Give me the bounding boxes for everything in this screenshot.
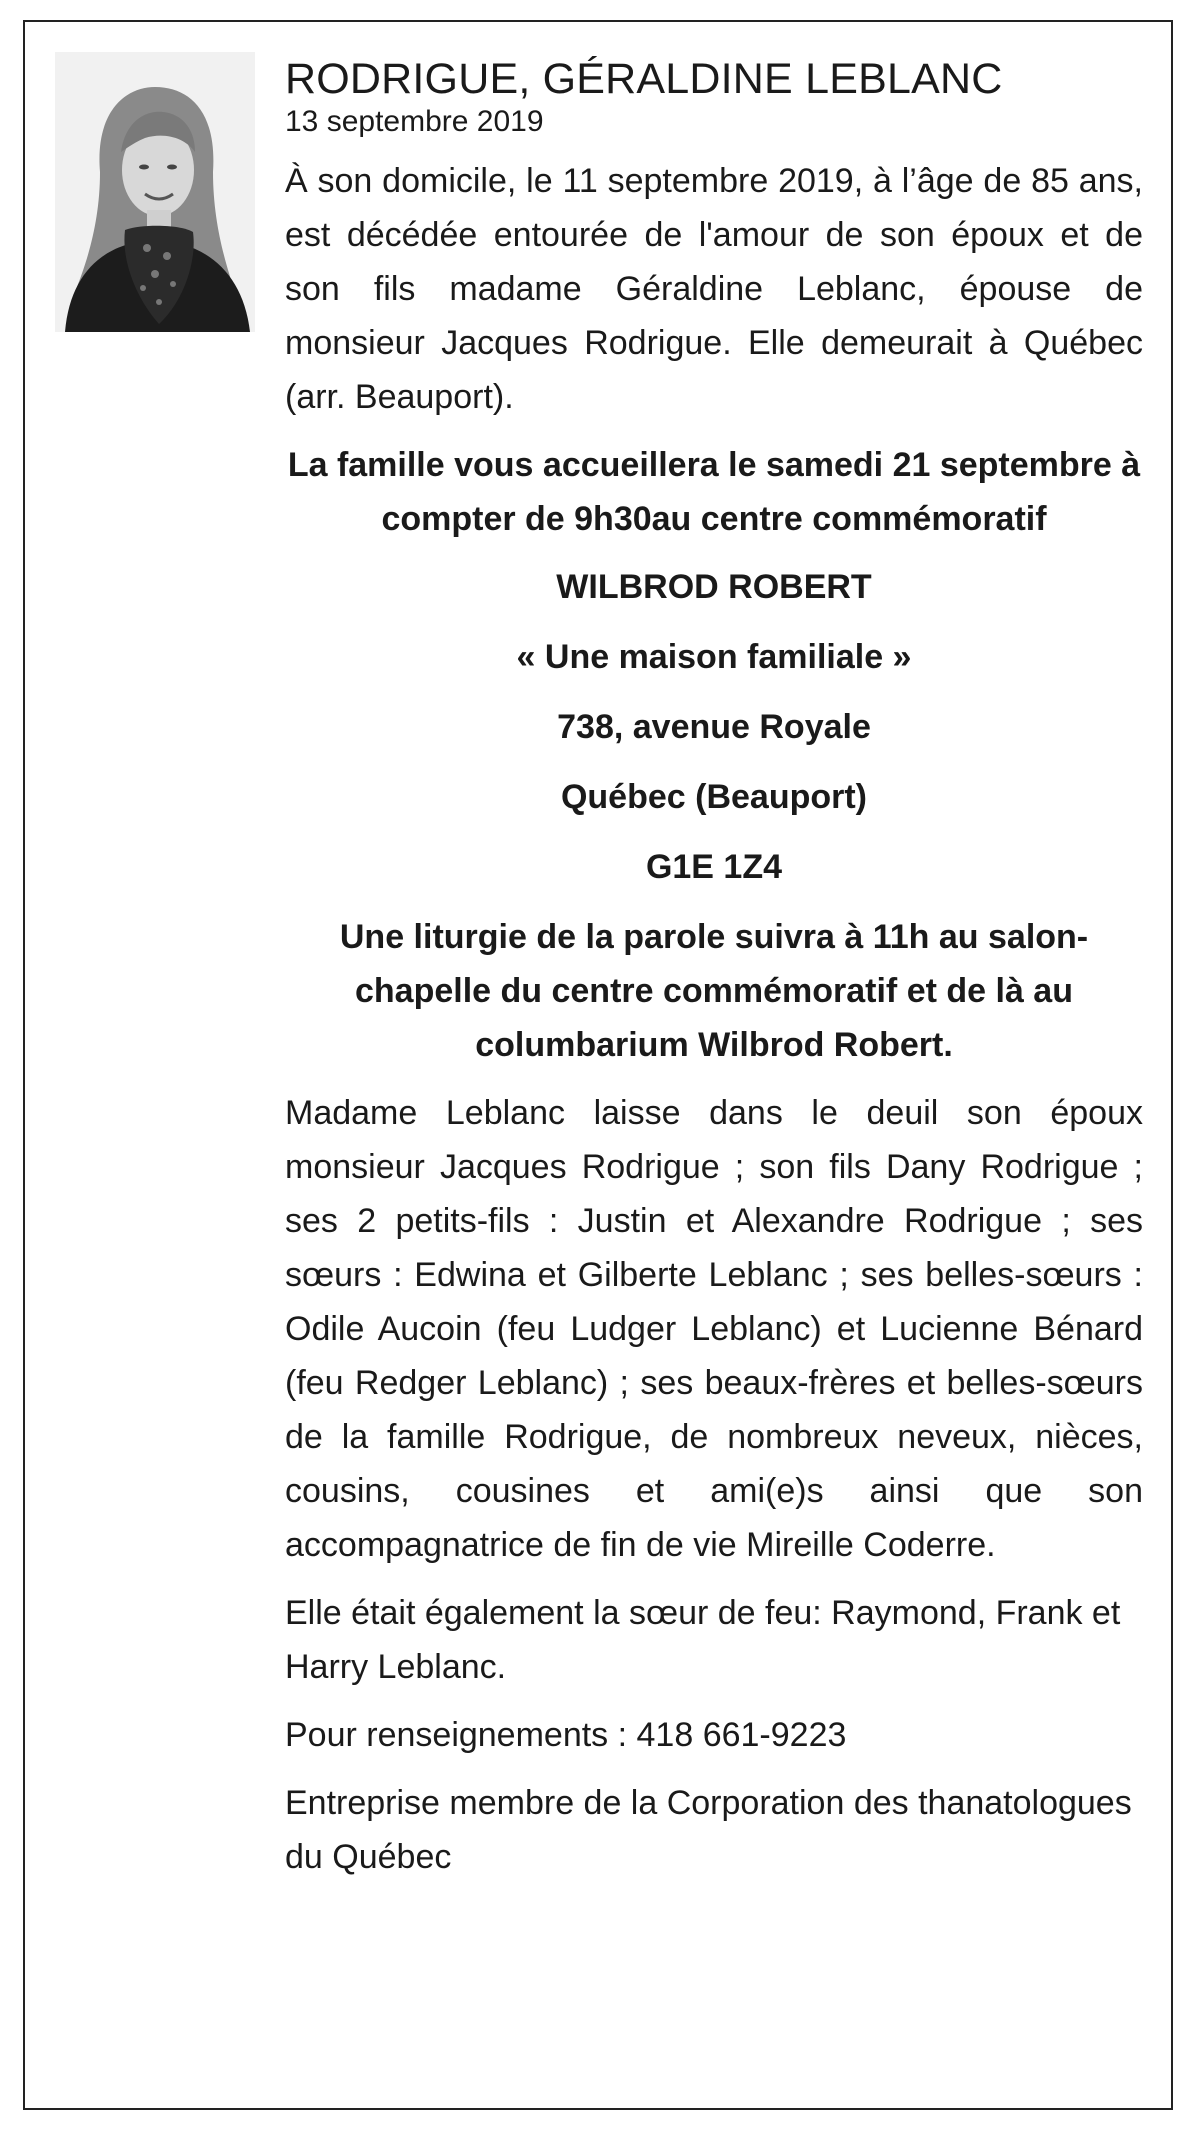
contact-info: Pour renseignements : 418 661-9223 — [285, 1716, 847, 1754]
portrait-photo — [55, 52, 255, 332]
liturgy-info: Une liturgie de la parole suivra à 11h au salon-chapelle du centre commémoratif et de là au columbarium Wilbrod Robert. — [339, 918, 1089, 1064]
obituary-content — [285, 54, 1143, 1898]
visitation-info: La famille vous accueillera le samedi 21 septembre à compter de 9h30au centre commémoratif — [287, 446, 1141, 538]
address-postal-code: G1E 1Z4 — [645, 848, 783, 886]
address-street: 738, avenue Royale — [557, 708, 871, 746]
intro-paragraph: À son domicile, le 11 septembre 2019, à l’âge de 85 ans, est décédée entourée de l'amour de son époux et de son fils madame Géraldine Leblanc, épouse de monsieur Jacques Rodrigue. Elle demeurait à Québec (arr. Beauport). — [285, 162, 1143, 416]
publication-date: 13 septembre 2019 — [285, 105, 544, 138]
funeral-home-slogan: « Une maison familiale » — [516, 638, 912, 676]
address-city: Québec (Beauport) — [560, 778, 868, 816]
deceased-name: RODRIGUE, GÉRALDINE LEBLANC — [285, 55, 1003, 103]
funeral-home-name: WILBROD ROBERT — [556, 568, 872, 606]
survivors-paragraph: Madame Leblanc laisse dans le deuil son époux monsieur Jacques Rodrigue ; son fils Dany Rodrigue ; ses 2 petits-fils : Justin et Alexandre Rodrigue ; ses sœurs : Edwina et Gilberte Leblanc ; ses belles-sœurs : Odile Aucoin (feu Ludger Leblanc) et Lucienne Bénard (feu Redger Leblanc) ; ses beaux-frères et belles-sœurs de la famille Rodrigue, de nombreux neveux, nièces, cousins, cousines et ami(e)s ainsi que son accompagnatrice de fin de vie Mireille Coderre. — [285, 1094, 1143, 1564]
predeceased-paragraph: Elle était également la sœur de feu: Raymond, Frank et Harry Leblanc. — [285, 1594, 1121, 1686]
portrait-photo-icon — [55, 52, 255, 332]
membership-info: Entreprise membre de la Corporation des thanatologues du Québec — [285, 1784, 1132, 1876]
